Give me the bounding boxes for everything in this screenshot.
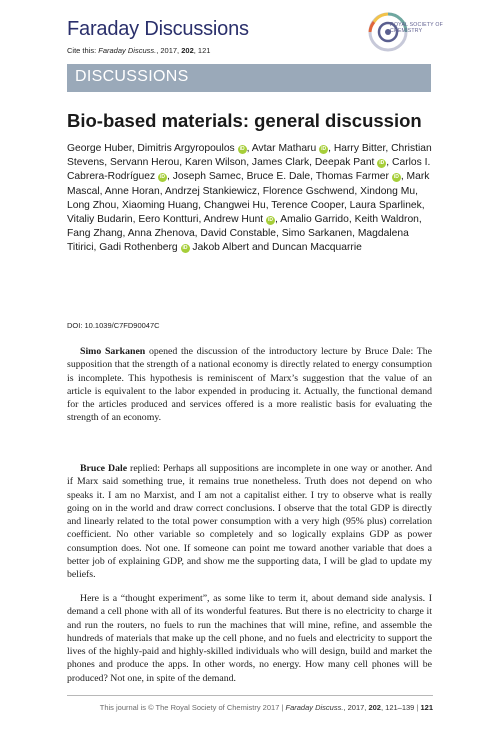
cite-volume: 202 (181, 46, 194, 55)
author-name: Changwei Hu (203, 199, 266, 211)
cite-pages: , 121 (193, 46, 211, 55)
discussion-paragraph (67, 592, 432, 685)
author-name: Avtar Matharu (251, 143, 317, 154)
author-name: Karen Wilson (184, 157, 247, 169)
section-label: DISCUSSIONS (75, 68, 189, 85)
section-banner (67, 64, 431, 92)
orcid-icon[interactable]: iD (321, 146, 327, 152)
cite-journal: Faraday Discuss. (98, 46, 157, 55)
doi-link[interactable]: DOI: 10.1039/C7FD90047C (67, 321, 160, 330)
paragraph-text: opened the discussion of the introductory lecture by Bruce Dale: The supposition that the strength of a national economy is directly related to energy consumption is incomplete. This hypothesis is reminiscent of Marx’s suggestion that the value of an article is equivalent to the labor expended in producing it. Actually, the functional demand for the articles produced and services offered is a more realistic basis for evaluating the strength of an economy. (67, 346, 432, 424)
footer-copyright: This journal is © The Royal Society of Chemistry 2017 (99, 703, 280, 712)
speaker-name: Bruce Dale (80, 463, 128, 474)
author-name: Simo Sarkanen (281, 228, 353, 240)
author-name: Servann Herou (109, 157, 180, 169)
speaker-name: Simo Sarkanen (80, 346, 146, 357)
author-name: Fang Zhang (67, 228, 123, 240)
author-name: Magdalena Titirici (67, 228, 409, 254)
author-name: Harry Bitter (333, 143, 386, 154)
author-name: Deepak Pant (314, 157, 375, 169)
author-name: Long Zhou (67, 199, 117, 211)
author-name: Xindong Mu (360, 185, 416, 197)
author-name: James Clark (251, 157, 310, 169)
author-name: Mark Mascal (67, 171, 430, 197)
author-name: Keith Waldron (354, 214, 419, 226)
footer-cite-volume: 202 (368, 703, 381, 712)
paragraph-text: Here is a “thought experiment”, as some like to term it, about demand side analysis. I demand a cell phone with all of its wonderful features. But there is no electricity to charge it and run the routers, no fuels to run the machines that will mine, refine, and assemble the hundreds of materials that make up the cell phone, and no fuels and electricity to support the lives of the highly-paid and highly-skilled individuals who will design, build and market the phones and produce the apps. In other words, no energy. How many cell phones will be produced? Not one, in spite of the demand. (67, 593, 432, 684)
author-name: Anne Horan (104, 185, 160, 197)
page-number: 121 (420, 703, 433, 712)
orcid-icon[interactable]: iD (160, 174, 166, 181)
paragraph-text: replied: Perhaps all suppositions are incomplete in one way or another. And if Marx said something true, it remains true nonetheless. Truth does not depend on who speaks it. I am no Marxist, and I am not a capitalist either. I try to observe what is really going on in the world and draw correct conclusions. I observe that the total GDP is directly and linearly related to the total power consumption with a very high (95% plus) correlation coefficient. No other variable so completely and so logically explains GDP as power consumption does. Not one. If someone can point me toward another variable that does a better job of explaining GDP, and show me the supporting data, I will be glad to update my beliefs. (67, 463, 432, 581)
publisher-logo-text: ROYAL SOCIETY OF CHEMISTRY (390, 22, 443, 35)
author-name: Thomas Farmer (315, 171, 389, 183)
orcid-icon[interactable]: iD (393, 174, 399, 181)
cite-year: , 2017, (156, 46, 182, 55)
author-name: Amalio Garrido (280, 214, 349, 226)
author-name: Jakob Albert (192, 242, 250, 254)
author-name: Vitaliy Budarin (67, 214, 133, 226)
orcid-icon[interactable]: iD (379, 160, 385, 167)
author-name: Duncan Macquarrie (272, 242, 362, 254)
footer-cite-journal: Faraday Discuss. (285, 703, 344, 712)
discussion-paragraph (67, 345, 432, 425)
author-name: Eero Kontturi (138, 214, 199, 226)
orcid-icon[interactable]: iD (182, 245, 188, 252)
author-name: Dimitris Argyropoulos (137, 143, 235, 154)
cite-prefix: Cite this: (67, 46, 99, 55)
author-name: Gadi Rothenberg (99, 242, 178, 254)
author-name: Joseph Samec (172, 171, 241, 183)
orcid-icon[interactable]: iD (268, 217, 274, 224)
orcid-icon[interactable]: iD (239, 146, 245, 152)
author-name: Anna Zhenova (127, 228, 195, 240)
author-name: Laura Sparlinek (349, 199, 422, 211)
author-name: George Huber (67, 143, 132, 154)
author-name: Carlos I. Cabrera-Rodríguez (67, 157, 431, 183)
author-name: Terence Cooper (271, 199, 344, 211)
author-name: Andrzej Stankiewicz (164, 185, 258, 197)
page-footer: This journal is © The Royal Society of Chemistry 2017 | Faraday Discuss., 2017, 202, 121–139 | 121 (99, 703, 433, 712)
citation-line (67, 46, 210, 55)
author-list: George Huber, Dimitris Argyropoulos iD , Avtar Matharu iD , Harry Bitter, Christian Stevens, Servann Herou, Karen Wilson, James Clark, Deepak Pant iD , Carlos I. Cabrera-Rodríguez iD , Joseph Samec, Bruce E. Dale, Thomas Farmer iD , Mark Mascal, Anne Horan, Andrzej Stankiewicz, Florence Gschwend, Xindong Mu, Long Zhou, Xiaoming Huang, Changwei Hu, Terence Cooper, Laura Sparlinek, Vitaliy Budarin, Eero Kontturi, Andrew Hunt iD , Amalio Garrido, Keith Waldron, Fang Zhang, Anna Zhenova, David Constable, Simo Sarkanen, Magdalena Titirici, Gadi Rothenberg iD Jakob Albert and Duncan Macquarrie (67, 143, 432, 254)
author-name: David Constable (200, 228, 276, 240)
article-title: Bio-based materials: general discussion (67, 110, 422, 131)
author-name: Bruce E. Dale (246, 171, 311, 183)
author-name: Christian Stevens (67, 143, 432, 169)
author-name: Andrew Hunt (203, 214, 264, 226)
journal-title: Faraday Discussions (67, 18, 249, 40)
author-name: Xiaoming Huang (121, 199, 199, 211)
discussion-paragraph (67, 462, 432, 582)
footer-divider (67, 695, 433, 696)
author-name: Florence Gschwend (262, 185, 355, 197)
